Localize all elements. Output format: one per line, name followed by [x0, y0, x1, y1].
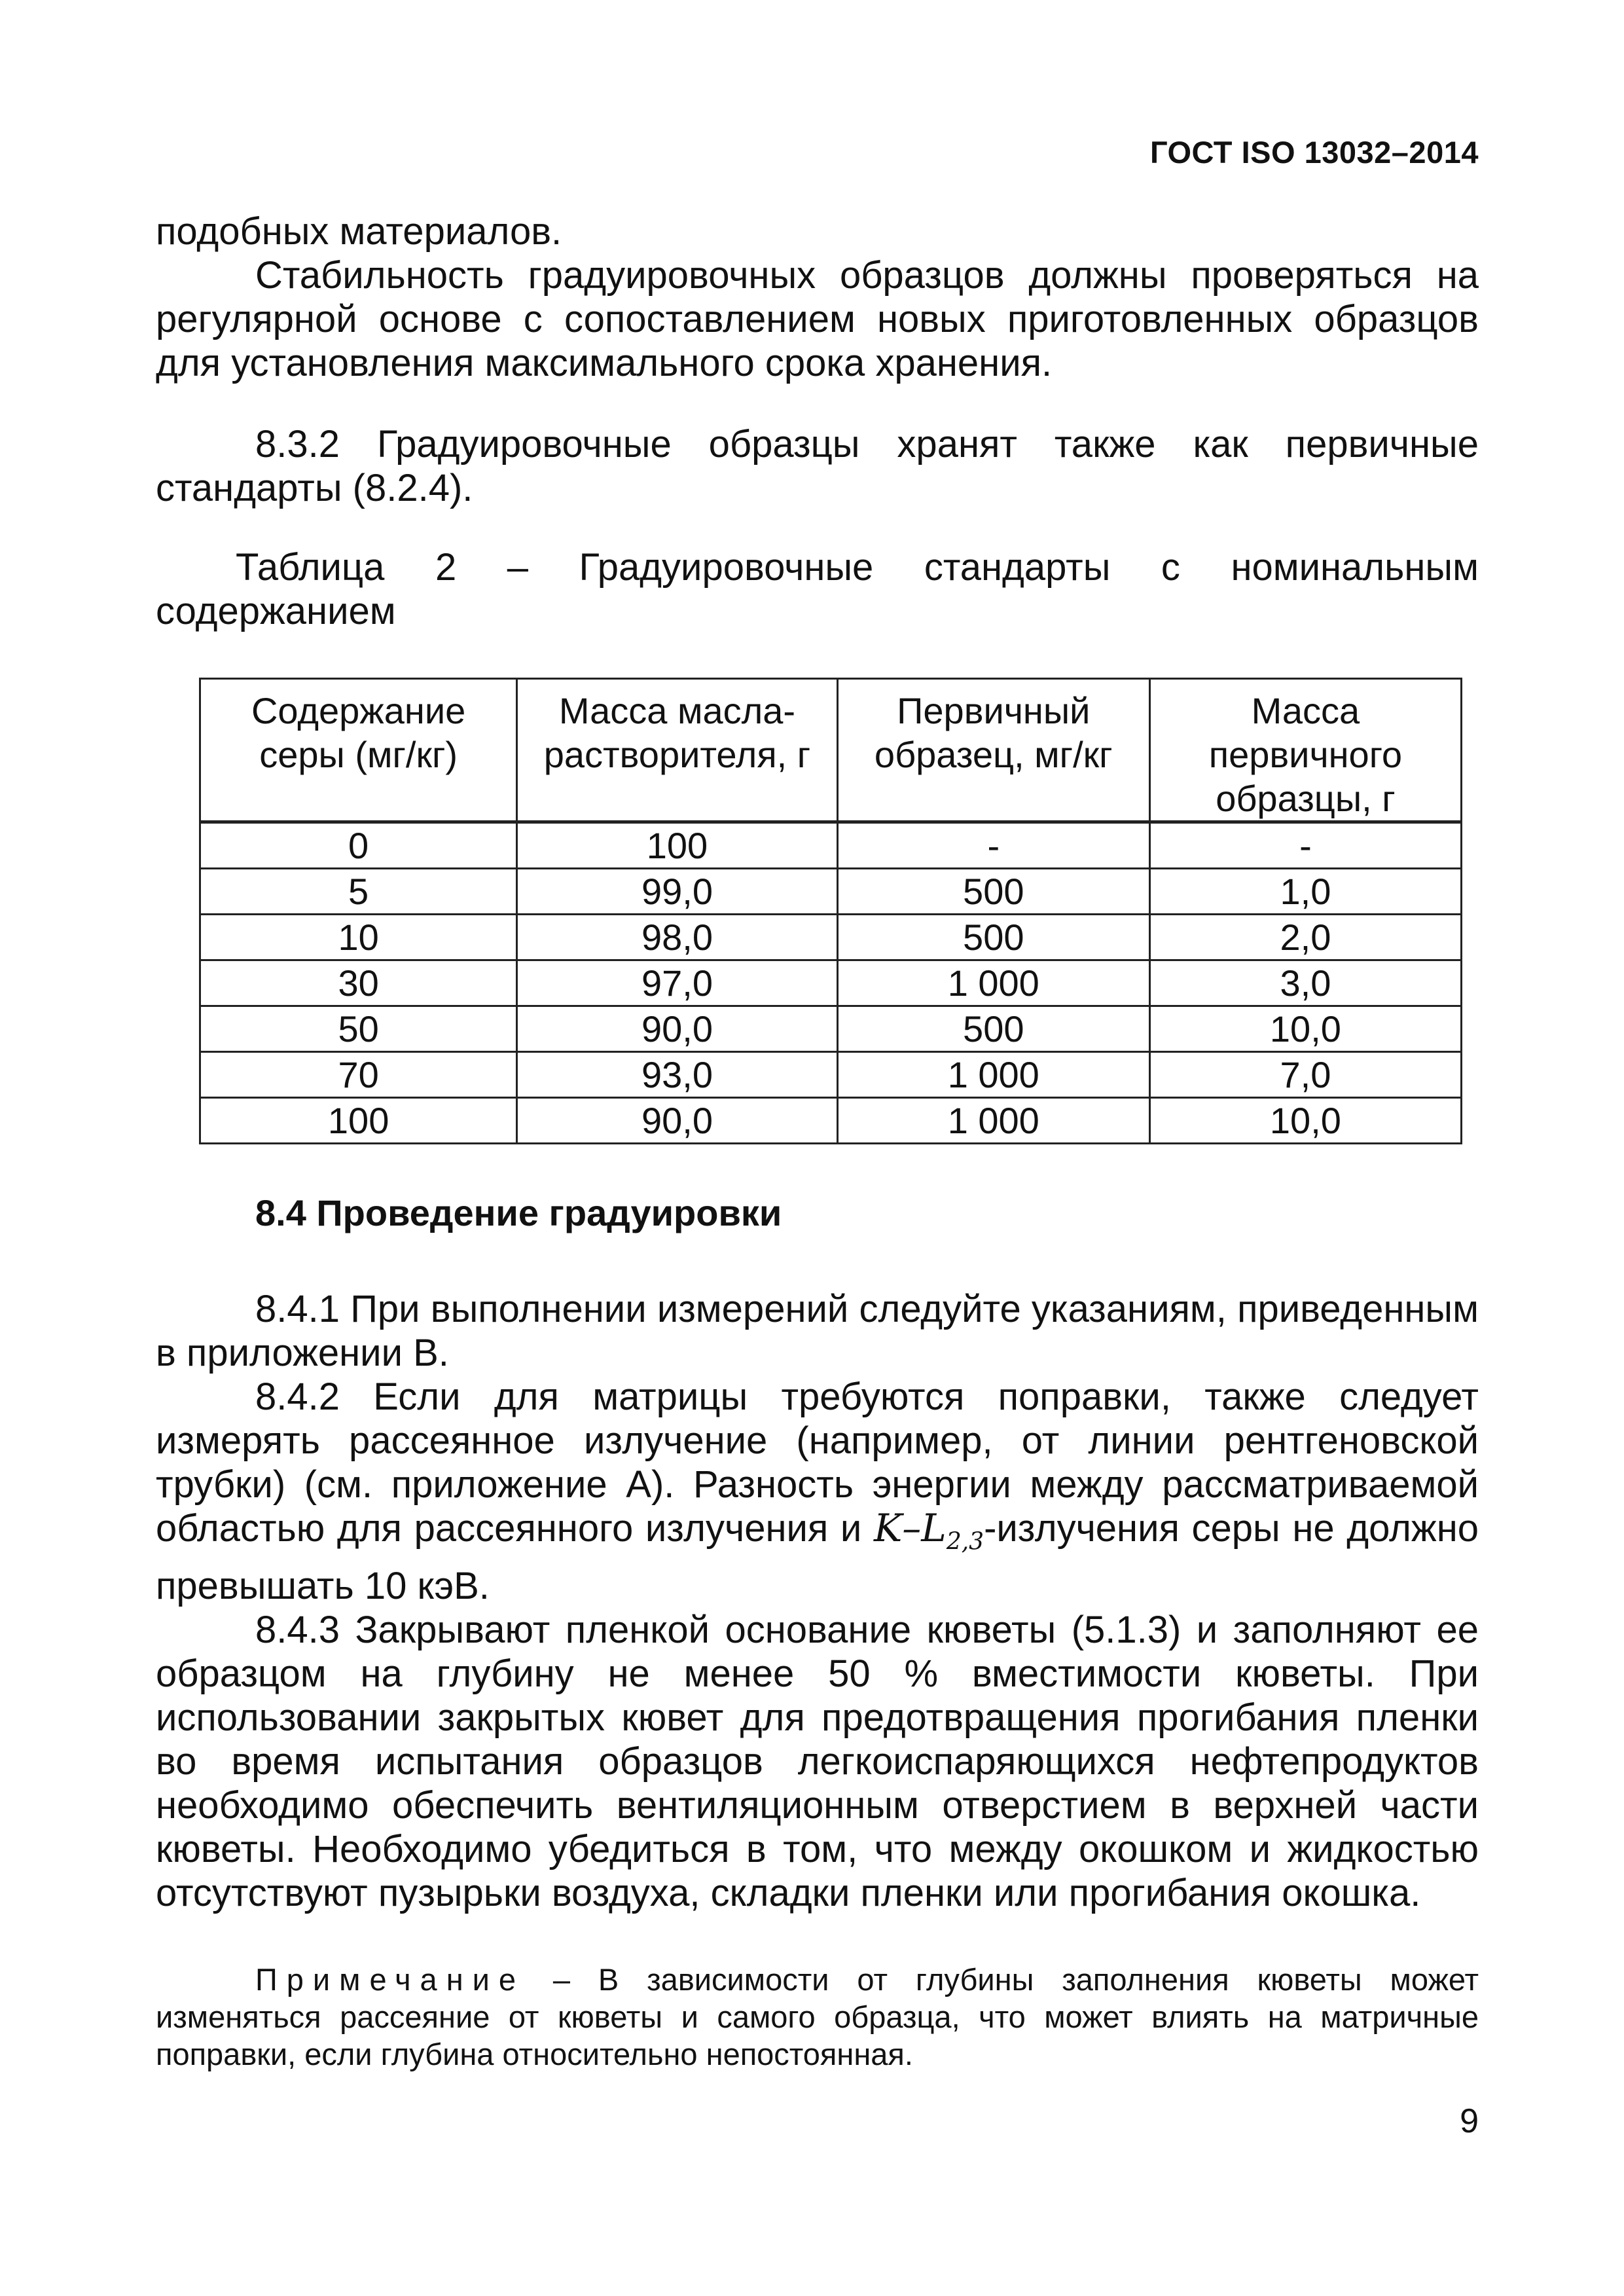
header-primary-mass: Масса первичного образцы, г: [1149, 679, 1461, 822]
note-lead: Примечание: [255, 1962, 526, 1997]
table-row: [200, 1006, 1462, 1052]
table-caption-line2: содержанием: [156, 590, 396, 632]
table-cell: 500: [837, 1006, 1149, 1052]
table-cell: 3,0: [1149, 960, 1461, 1006]
table-row: [200, 822, 1462, 869]
caption-word: Таблица: [236, 546, 385, 589]
header-solvent-mass: Масса масла-растворителя, г: [517, 679, 837, 822]
continuation-line: подобных материалов.: [156, 210, 562, 253]
formula-subscript: 2,3: [946, 1528, 984, 1556]
table-cell: 7,0: [1149, 1052, 1461, 1098]
caption-word: с: [1161, 546, 1180, 589]
table-cell: 90,0: [517, 1006, 837, 1052]
table-row: [200, 960, 1462, 1006]
table-cell: 2,0: [1149, 915, 1461, 960]
table-cell: 100: [517, 822, 837, 869]
table-cell: 90,0: [517, 1098, 837, 1144]
note-block: [156, 1961, 1479, 2073]
table-row: [200, 1052, 1462, 1098]
header-primary-sample: Первичный образец, мг/кг: [837, 679, 1149, 822]
table-row: [200, 915, 1462, 960]
paragraph-8-4-3: 8.4.3 Закрывают пленкой основание кюветы (5.1.3) и заполняют ее образцом на глубину не менее 50 % вместимости кюветы. При использовании закрытых кювет для предотвращения прогибания пленки во время испытания образцов легкоиспаряющихся нефтепродуктов необходимо обеспечить вентиляционным отверстием в верхней части кюветы. Необходимо убедиться в том, что между окошком и жидкостью отсутствуют пузырьки воздуха, складки пленки или прогибания окошка.: [156, 1608, 1479, 1914]
table-cell: 500: [837, 869, 1149, 915]
paragraph-stability: Стабильность градуировочных образцов должны проверяться на регулярной основе с сопоставлением новых приготовленных образцов для установления максимального срока хранения.: [156, 254, 1479, 384]
intro-block: [156, 210, 1479, 385]
formula-k-l: [873, 1506, 984, 1556]
standard-header: ГОСТ ISO 13032–2014: [1149, 135, 1479, 170]
table-cell: -: [837, 822, 1149, 869]
caption-word: номинальным: [1231, 546, 1479, 589]
paragraph-8-4-1: 8.4.1 При выполнении измерений следуйте указаниям, приведенным в приложении В.: [156, 1288, 1479, 1374]
table-caption-line1: [156, 545, 1479, 589]
caption-word: Градуировочные: [579, 546, 874, 589]
table-header-row: [200, 679, 1462, 822]
table-cell: 0: [200, 822, 517, 869]
caption-word: 2: [435, 546, 457, 589]
header-sulfur-content: Содержание серы (мг/кг): [200, 679, 517, 822]
table-cell: 70: [200, 1052, 517, 1098]
table-row: [200, 1098, 1462, 1144]
calibration-table: [199, 678, 1462, 1144]
table-cell: 100: [200, 1098, 517, 1144]
table-cell: 1 000: [837, 960, 1149, 1006]
table-cell: 97,0: [517, 960, 837, 1006]
table-row: [200, 869, 1462, 915]
paragraph-8-4-2-start: 8.4.2 Если для матрицы требуются поправки, также следует измерять рассеянное излучение (например, от линии рентгеновской трубки) (см. приложение А). Разность энергии между рассматриваемой областью для рассеянного излучения и: [156, 1376, 1479, 1550]
table-caption: [156, 545, 1479, 633]
paragraph-8-3-2: 8.3.2 Градуировочные образцы хранят также как первичные стандарты (8.2.4).: [156, 423, 1479, 509]
table-cell: 1 000: [837, 1098, 1149, 1144]
table-cell: 98,0: [517, 915, 837, 960]
section-8-4-title: 8.4 Проведение градуировки: [255, 1192, 782, 1233]
paragraph-8-3-2-block: [156, 422, 1479, 510]
table-cell: 10,0: [1149, 1006, 1461, 1052]
paragraph-8-4-2: [156, 1375, 1479, 1608]
caption-word: –: [507, 546, 529, 589]
section-8-4-body: [156, 1287, 1479, 1915]
page-number: 9: [1460, 2102, 1479, 2140]
table-cell: 500: [837, 915, 1149, 960]
table-cell: 50: [200, 1006, 517, 1052]
table-cell: 1,0: [1149, 869, 1461, 915]
table-cell: 99,0: [517, 869, 837, 915]
caption-word: стандарты: [924, 546, 1111, 589]
table-cell: 93,0: [517, 1052, 837, 1098]
table-cell: 1 000: [837, 1052, 1149, 1098]
table-cell: 30: [200, 960, 517, 1006]
note-text: – В зависимости от глубины заполнения кюветы может изменяться рассеяние от кюветы и самого образца, что может влиять на матричные поправки, если глубина относительно непостоянная.: [156, 1962, 1479, 2071]
table-cell: -: [1149, 822, 1461, 869]
table-cell: 10,0: [1149, 1098, 1461, 1144]
paragraph-8-4-2-end: -излучения серы не должно превышать 10 кэВ.: [156, 1507, 1479, 1607]
table-cell: 5: [200, 869, 517, 915]
formula-base: K–L: [873, 1506, 947, 1550]
table-cell: 10: [200, 915, 517, 960]
